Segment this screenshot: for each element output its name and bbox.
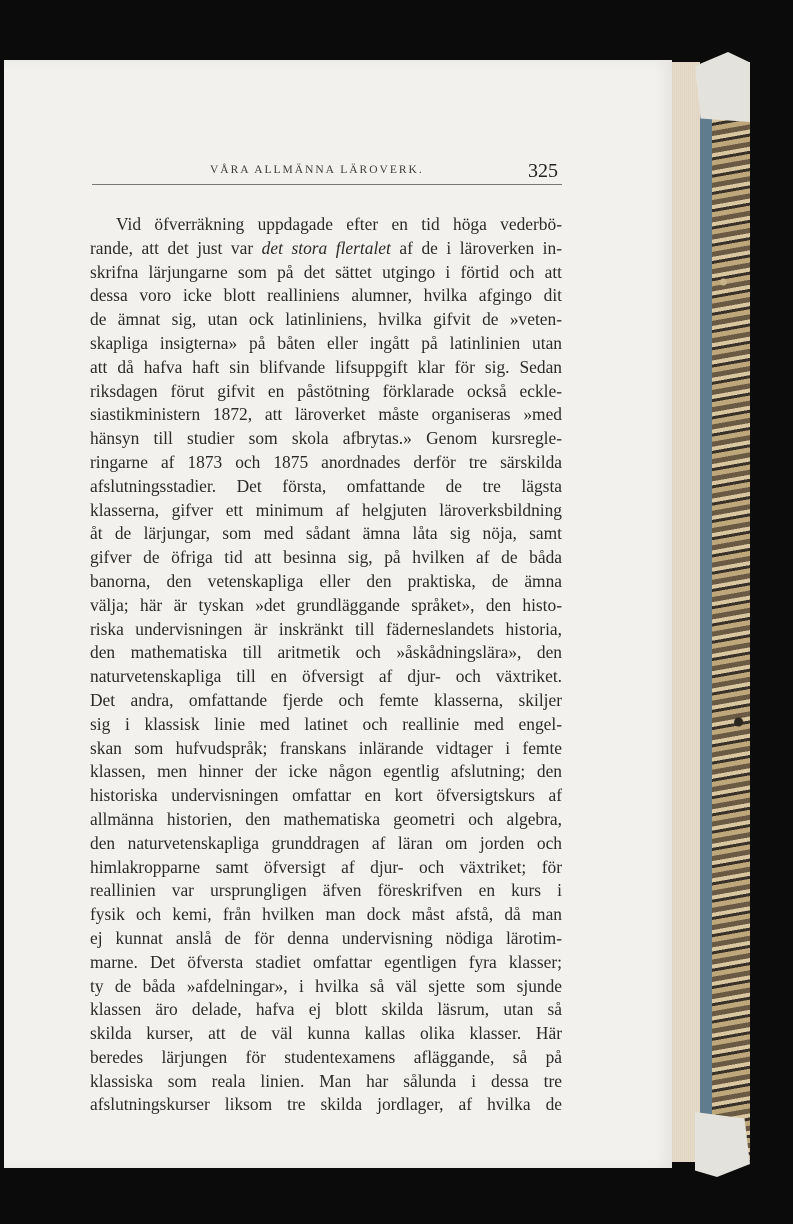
text-line: ty de båda »afdelningar», i hvilka så väl sjette som sjunde xyxy=(90,975,562,996)
text-line: Vid öfverräkning uppdagade efter en tid höga vederbö- xyxy=(116,214,562,234)
text-line: afslutningsstadier. Det första, omfattande de tre lägsta xyxy=(90,475,562,496)
text-line: välja; här är tyskan »det grundläggande språket», den histo- xyxy=(90,594,562,615)
text-line: allmänna historien, den mathematiska geometri och algebra, xyxy=(90,808,562,829)
text-line: den naturvetenskapliga grunddragen af läran om jorden och xyxy=(90,832,562,853)
text-line: hänsyn till studier som skola afbrytas.» Genom kursregle- xyxy=(90,428,562,449)
text-line: marne. Det öfversta stadiet omfattar egentligen fyra klasser; xyxy=(90,951,562,972)
text-line: skan som hufvudspråk; franskans inlärande vidtager i femte xyxy=(90,737,562,758)
text-line: klassen äro delade, hafva ej blott skilda läsrum, utan så xyxy=(90,999,562,1020)
text-line: fysik och kemi, från hvilken man dock måst afstå, då man xyxy=(90,904,562,925)
cover-corner-top xyxy=(695,52,750,122)
text-line: den mathematiska till aritmetik och »åskådningslära», den xyxy=(90,642,562,663)
text-line: ej kunnat anslå de för denna undervisning nödiga lärotim- xyxy=(90,927,562,948)
marbled-edge xyxy=(712,62,750,1162)
text-line: riska undervisningen är inskränkt till fäderneslandets historia, xyxy=(90,618,562,639)
text-line: Det andra, omfattande fjerde och femte klasserna, skiljer xyxy=(90,689,562,710)
text-line: åt de lärjungar, som med sådant ämna låta sig nöja, samt xyxy=(90,523,562,544)
text-line: att då hafva haft sin blifvande lifsuppgift klar för sig. Sedan xyxy=(90,356,562,377)
body-text xyxy=(90,213,562,1117)
text-line: skilda kurser, att de väl kunna kallas olika klasser. Här xyxy=(90,1023,562,1044)
header-rule xyxy=(92,184,562,185)
text-line: rande, att det just var det stora flertalet af de i läroverken in- xyxy=(90,237,563,258)
text-line: afslutningskurser liksom tre skilda jordlager, af hvilka de xyxy=(90,1094,562,1115)
text-line: dessa voro icke blott realliniens alumner, hvilka afgingo dit xyxy=(90,285,562,306)
page-edges xyxy=(672,62,700,1162)
text-line: himlakropparne samt öfversigt af djur- och växtriket; för xyxy=(90,856,562,877)
text-line: klasserna, gifver ett minimum af helgjuten läroverksbildning xyxy=(90,499,562,520)
text-line: klassen, men hinner der icke någon egentlig afslutning; den xyxy=(90,761,562,782)
text-line: de ämnat sig, utan ock latinliniens, hvilka gifvit de »veten- xyxy=(90,309,562,330)
text-line: skrifna lärjungarne som på det sättet utgingo i förtid och att xyxy=(90,261,562,282)
text-line: naturvetenskapliga till en öfversigt af djur- och växtriket. xyxy=(90,666,562,687)
text-line: ringarne af 1873 och 1875 anordnades derför tre särskilda xyxy=(90,451,562,472)
text-line: banorna, den vetenskapliga eller den praktiska, de ämna xyxy=(90,570,562,591)
cover-corner-bottom xyxy=(695,1112,750,1177)
book-spread xyxy=(0,52,760,1177)
page-number: 325 xyxy=(528,160,558,182)
book-page xyxy=(4,60,672,1168)
page-header xyxy=(92,156,562,186)
text-line: siastikministern 1872, att läroverket måste organiseras »med xyxy=(90,404,562,425)
running-head: VÅRA ALLMÄNNA LÄROVERK. xyxy=(210,164,424,176)
text-line: gifver de öfriga tid att besinna sig, på hvilken af de båda xyxy=(90,547,562,568)
binding-band xyxy=(700,66,712,1158)
text-line: riksdagen förut gifvit en påstötning förklarade också eckle- xyxy=(90,380,562,401)
text-line: reallinien var ursprungligen äfven föreskrifven en kurs i xyxy=(90,880,562,901)
text-line: sig i klassisk linie med latinet och reallinie med engel- xyxy=(90,713,562,734)
text-line: beredes lärjungen för studentexamens afläggande, så på xyxy=(90,1046,562,1067)
text-line: skapliga insigterna» på båten eller ingått på latinlinien utan xyxy=(90,332,562,353)
text-line: klassiska som reala linien. Man har sålunda i dessa tre xyxy=(90,1070,562,1091)
text-line: historiska undervisningen omfattar en kort öfversigtskurs af xyxy=(90,785,562,806)
